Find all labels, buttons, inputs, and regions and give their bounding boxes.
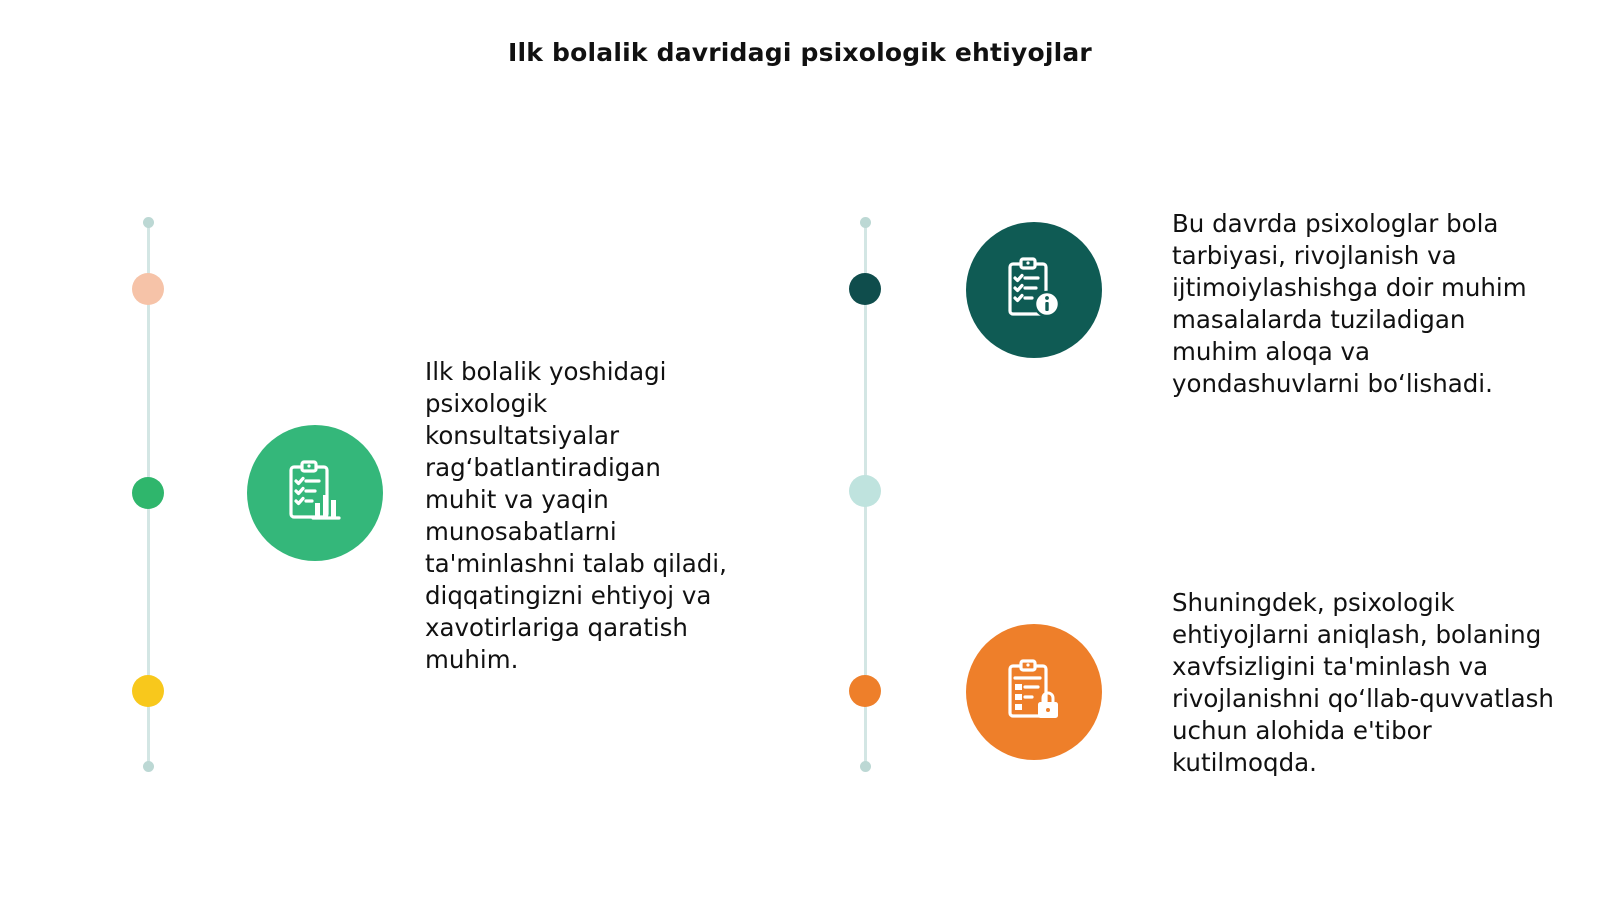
right-timeline-bottom-cap <box>860 761 871 772</box>
left-timeline-dot-green <box>132 477 164 509</box>
clipboard-lock-icon <box>966 624 1102 760</box>
clipboard-chart-icon <box>247 425 383 561</box>
item-1-text: Ilk bolalik yoshidagi psixologik konsultatsiyalar rag‘batlantiradigan muhit va yaqin munosabatlarni ta'minlashni talab qiladi, diqqatingizni ehtiyoj va xavotirlariga qaratish muhim. <box>425 357 727 674</box>
right-timeline-dot-mint <box>849 475 881 507</box>
left-timeline-dot-peach <box>132 273 164 305</box>
right-timeline-top-cap <box>860 217 871 228</box>
right-timeline-dot-dark-teal <box>849 273 881 305</box>
left-timeline-top-cap <box>143 217 154 228</box>
page-title: Ilk bolalik davridagi psixologik ehtiyojlar <box>508 38 1092 67</box>
left-timeline-dot-yellow <box>132 675 164 707</box>
right-timeline-dot-orange <box>849 675 881 707</box>
clipboard-info-icon <box>966 222 1102 358</box>
item-2-text: Bu davrda psixologlar bola tarbiyasi, rivojlanish va ijtimoiylashishga doir muhim masalalarda tuziladigan muhim aloqa va yondashuvlarni bo‘lishadi. <box>1172 209 1527 398</box>
left-timeline-bottom-cap <box>143 761 154 772</box>
item-3-text: Shuningdek, psixologik ehtiyojlarni aniqlash, bolaning xavfsizligini ta'minlash va rivojlanishni qo‘llab-quvvatlash uchun alohida e'tibor kutilmoqda. <box>1172 588 1554 777</box>
